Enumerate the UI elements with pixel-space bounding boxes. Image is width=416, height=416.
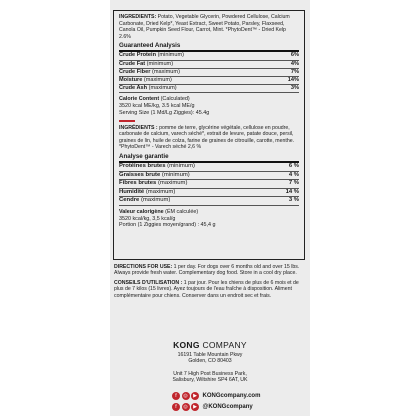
nutrient-name: Fibres brutes: [119, 180, 157, 187]
nutrient-value: 3%: [290, 85, 299, 92]
analysis-fr-table: [119, 163, 299, 206]
nutrient-qualifier: (minimum): [157, 52, 184, 59]
ingredients-en: [119, 14, 299, 40]
analysis-en-table: [119, 52, 299, 93]
nutrient-qualifier: (minimum): [167, 163, 195, 170]
ingredients-en-label: INGREDIENTS:: [119, 14, 157, 20]
ingredients-fr-text: pomme de terre, glycérine végétale, cellulose en poudre, carbonate de calcium, varech séché*, extrait de levure, patate douce, persil, graines de lin, huile de colza, farine de graines de citrouille, carotte, menthe. *PhytoDent™ - Varech séché 2,6 %: [119, 124, 295, 151]
nutrient-name: Protéines brutes: [119, 163, 166, 170]
website-row: [172, 391, 302, 400]
nutrient-name: Humidité: [119, 188, 145, 195]
calorie-en-title: Calorie Content: [119, 96, 160, 103]
analysis-row: [119, 69, 299, 77]
calorie-fr-line2: Portion (1 Ziggies moyen/grand) : 45,4 g: [119, 222, 216, 229]
analysis-row: [119, 52, 299, 60]
nutrient-value: 6%: [290, 52, 299, 59]
facebook-icon: f: [172, 403, 180, 411]
analysis-nutrient: [119, 197, 170, 205]
calorie-fr-title: Valeur calorigène: [119, 209, 164, 216]
address-us-line1: 16191 Table Mountain Pkwy: [177, 352, 243, 358]
nutrient-value: 14%: [287, 76, 299, 83]
handle-row: [172, 402, 302, 411]
analysis-nutrient: [119, 69, 180, 76]
analysis-nutrient: [119, 52, 184, 59]
analysis-row: [119, 163, 299, 172]
analysis-nutrient: [119, 77, 172, 84]
directions-fr-text: 1 par jour. Pour les chiens de plus de 6 mois et de plus de 7 kilos (15 livres). Ayez toujours de l'eau fraîche à disposition. Aliment complémentaire pour chiens. Conserver dans un endroit sec et frais.: [114, 279, 299, 299]
directions-en-label: DIRECTIONS FOR USE:: [114, 264, 173, 270]
nutrient-name: Crude Ash: [119, 85, 148, 92]
nutrient-name: Crude Protein: [119, 52, 156, 59]
analysis-row: [119, 61, 299, 69]
nutrient-qualifier: (maximum): [140, 197, 171, 204]
analysis-nutrient: [119, 172, 190, 180]
calorie-fr-qual: (ÉM calculée): [165, 209, 199, 216]
nutrient-value: 14 %: [285, 188, 299, 195]
analysis-row: [119, 85, 299, 93]
facebook-icon: f: [172, 392, 180, 400]
analysis-row: [119, 189, 299, 198]
analysis-fr-title: Analyse garantie: [119, 153, 299, 163]
logo-rest: COMPANY: [202, 340, 247, 350]
nutrient-name: Cendre: [119, 197, 140, 204]
nutrient-qualifier: (maximum): [157, 180, 188, 187]
calorie-fr: [119, 209, 299, 229]
calorie-en: [119, 96, 299, 116]
analysis-row: [119, 172, 299, 181]
nutrient-value: 7%: [290, 68, 299, 75]
analysis-row: [119, 77, 299, 85]
nutrient-name: Moisture: [119, 76, 143, 83]
address-us: [110, 352, 310, 365]
nutrition-panel: [113, 10, 305, 260]
calorie-en-qual: (Calculated): [160, 96, 190, 103]
directions-fr-label: CONSEILS D'UTILISATION :: [114, 279, 183, 286]
nutrient-qualifier: (maximum): [151, 68, 180, 75]
instagram-icon: ◎: [183, 392, 188, 399]
directions-fr: [114, 280, 302, 299]
logo-bold: KONG: [173, 340, 200, 350]
nutrient-qualifier: (maximum): [148, 85, 177, 92]
nutrient-value: 7 %: [288, 180, 299, 187]
analysis-nutrient: [119, 61, 173, 68]
nutrient-qualifier: (maximum): [143, 76, 172, 83]
address-uk-line2: Salisbury, Wiltshire SP4 6AT, UK: [172, 377, 248, 384]
nutrient-qualifier: (maximum): [145, 188, 176, 195]
social-handle[interactable]: @KONGcompany: [202, 403, 253, 410]
analysis-nutrient: [119, 163, 195, 171]
calorie-en-line1: 3520 kcal ME/kg, 3.5 kcal ME/g: [119, 102, 195, 109]
nutrient-name: Crude Fiber: [119, 68, 151, 75]
analysis-nutrient: [119, 85, 177, 92]
analysis-nutrient: [119, 189, 175, 197]
address-uk: [110, 371, 310, 384]
analysis-en-title: Guaranteed Analysis: [119, 42, 299, 52]
nutrient-value: 3 %: [288, 197, 299, 204]
ingredients-fr-label: INGRÉDIENTS :: [119, 124, 158, 131]
youtube-icon: ▶: [191, 392, 199, 400]
nutrient-name: Crude Fat: [119, 60, 146, 67]
ingredients-fr: [119, 125, 299, 151]
nutrient-value: 6 %: [288, 163, 299, 170]
analysis-row: [119, 197, 299, 206]
directions: [114, 264, 302, 299]
directions-en: [114, 264, 302, 277]
nutrient-name: Graisses brute: [119, 171, 161, 178]
calorie-fr-line1: 3520 kcal/kg, 3,5 kcal/g: [119, 215, 176, 222]
product-label: [110, 0, 310, 416]
directions-en-text: 1 per day. For dogs over 6 months old and over 15 lbs. Always provide fresh water. Complementary dog food. Store in a cool dry place.: [114, 264, 300, 277]
nutrient-value: 4%: [290, 60, 299, 67]
calorie-en-line2: Serving Size (1 Md/Lg Ziggies): 45.4g: [119, 109, 210, 116]
analysis-row: [119, 180, 299, 189]
accent-divider: [119, 120, 135, 122]
kong-company-logo: [110, 340, 310, 350]
instagram-icon: ◎: [183, 403, 188, 410]
website-link[interactable]: KONGcompany.com: [202, 392, 261, 399]
address-us-line2: Golden, CO 80403: [188, 358, 232, 365]
ingredients-en-text: Potato, Vegetable Glycerin, Powdered Cellulose, Calcium Carbonate, Dried Kelp*, Yeast Extract, Sweet Potato, Parsley, Flaxseed, Canola Oil, Pumpkin Seed Flour, Carrot, Mint. *PhytoDent™ - Dried Kelp 2.6%: [119, 14, 290, 40]
nutrient-value: 4 %: [288, 171, 299, 178]
analysis-nutrient: [119, 180, 187, 188]
youtube-icon: ▶: [191, 403, 199, 411]
address-uk-line1: Unit 7 High Post Business Park,: [173, 371, 247, 377]
nutrient-qualifier: (minimum): [161, 171, 190, 178]
nutrient-qualifier: (minimum): [146, 60, 174, 67]
